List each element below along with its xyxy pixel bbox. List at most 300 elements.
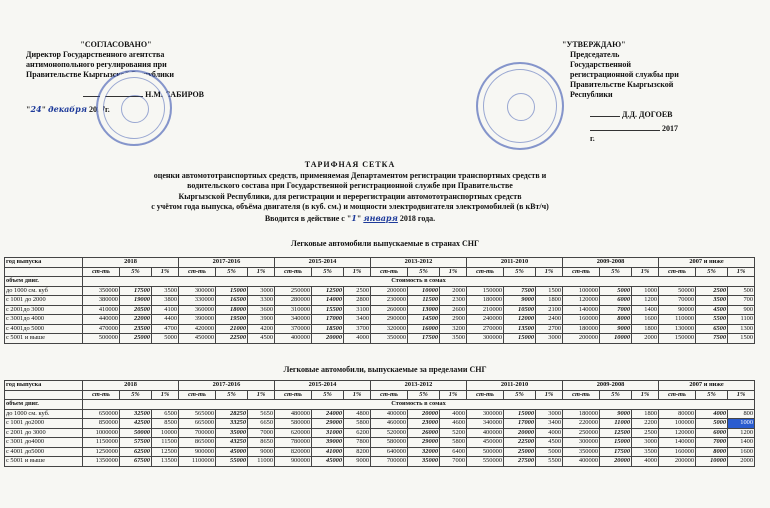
table-cell: 900000 (275, 457, 312, 467)
table-cell: 19000 (120, 296, 152, 306)
table-cell: 2000 (632, 334, 659, 344)
header-year-cell: 2009-2008 (563, 381, 659, 391)
subheader-cell: 1% (536, 267, 563, 277)
table-cell: 7000 (248, 428, 275, 438)
table-cell: 1000000 (83, 428, 120, 438)
document-title: ТАРИФНАЯ СЕТКА (304, 160, 396, 169)
table-cell: 640000 (371, 447, 408, 457)
subheader-cell: 1% (536, 390, 563, 400)
table-cell: 120000 (659, 428, 696, 438)
table-cell: 22000 (120, 315, 152, 325)
table-cell: 6500 (152, 409, 179, 419)
table-cell: 350000 (563, 447, 600, 457)
table-cell: 1100000 (179, 457, 216, 467)
table-cell: 400000 (371, 409, 408, 419)
table-cell: 20000 (408, 409, 440, 419)
table-cell: 380000 (83, 296, 120, 306)
approval-line: Директор Государственного агентства (26, 50, 165, 59)
table-cell: 5200 (440, 428, 467, 438)
table-cell: 300000 (467, 409, 504, 419)
engine-volume-label: объем двиг. (5, 277, 83, 287)
subheader-cell: ст-ть (275, 267, 312, 277)
table-cell: 5000 (152, 334, 179, 344)
table-cell: 340000 (467, 419, 504, 429)
table-cell: 15000 (504, 334, 536, 344)
table-cell: 80000 (659, 409, 696, 419)
table-cell: 2500 (696, 286, 728, 296)
table-cell: 13500 (152, 457, 179, 467)
table-cell: 8200 (344, 447, 371, 457)
table-cell: 250000 (275, 286, 312, 296)
subheader-cell: 5% (216, 267, 248, 277)
table-cell: 240000 (467, 315, 504, 325)
table-cell: 6000 (696, 428, 728, 438)
table-cell: 7500 (696, 334, 728, 344)
table-cell: 25000 (504, 447, 536, 457)
table-cell: 450000 (179, 334, 216, 344)
table-cell: 17500 (408, 334, 440, 344)
table-cell: 550000 (467, 457, 504, 467)
table-cell: 650000 (83, 409, 120, 419)
table-cell: 15000 (504, 409, 536, 419)
table-cell: 8000 (600, 315, 632, 325)
table-cell: 18500 (312, 324, 344, 334)
table-cell: 39000 (312, 438, 344, 448)
table-row (5, 315, 755, 325)
title-line: с учётом года выпуска, объёма двигателя (в куб. см.) и мощности электродвигателя электромобилей (в кВт/ч) (151, 202, 549, 211)
subheader-cell: 1% (152, 390, 179, 400)
table-cell: 14500 (408, 315, 440, 325)
table-cell: 400000 (467, 428, 504, 438)
table-cell: 470000 (83, 324, 120, 334)
table-cell: 350000 (83, 286, 120, 296)
subheader-cell: 5% (504, 267, 536, 277)
table-cell: 100000 (659, 419, 696, 429)
table-cell: 1200 (632, 296, 659, 306)
table-cell: 4600 (440, 419, 467, 429)
table-cell: 43250 (216, 438, 248, 448)
table-cell: 45000 (312, 457, 344, 467)
table-cell: 35000 (408, 457, 440, 467)
table-cell: 9000 (600, 409, 632, 419)
table-cell: 62500 (120, 447, 152, 457)
table-cell: 580000 (371, 438, 408, 448)
table-row (5, 324, 755, 334)
subheader-cell: ст-ть (563, 267, 600, 277)
table-cell: 3000 (632, 438, 659, 448)
table-cell: 1300 (728, 324, 755, 334)
table-cell: 3700 (344, 324, 371, 334)
table-cell: 390000 (179, 315, 216, 325)
approval-line: регистрационной службы при (570, 70, 679, 79)
table-cell: 29000 (408, 438, 440, 448)
table-cell: 1350000 (83, 457, 120, 467)
table-unit-row (5, 277, 755, 287)
table-cell: 230000 (371, 296, 408, 306)
row-label: до 1000 см. куб. (5, 409, 83, 419)
subheader-cell: 5% (696, 390, 728, 400)
table-cell: 1600 (728, 447, 755, 457)
table-cell: 320000 (371, 324, 408, 334)
table-cell: 4000 (632, 457, 659, 467)
table-cell: 4000 (440, 409, 467, 419)
table-cell: 3300 (248, 296, 275, 306)
subheader-cell: ст-ть (659, 267, 696, 277)
table-cell: 17000 (504, 419, 536, 429)
cost-caption: Стоимость в сомах (83, 400, 755, 410)
table-cell: 10000 (696, 457, 728, 467)
cost-caption: Стоимость в сомах (83, 277, 755, 287)
table-cell: 9000 (600, 324, 632, 334)
table-cell: 565000 (179, 409, 216, 419)
table-cell: 865000 (179, 438, 216, 448)
table-cell: 340000 (275, 315, 312, 325)
table-cell: 150000 (467, 286, 504, 296)
table-cell: 150000 (659, 334, 696, 344)
table-cell: 1500 (536, 286, 563, 296)
table-cell: 110000 (659, 315, 696, 325)
table-cell: 4000 (344, 334, 371, 344)
table-cell: 1400 (632, 305, 659, 315)
table-cell: 4000 (696, 409, 728, 419)
table-cell: 280000 (275, 296, 312, 306)
table-cell: 57500 (120, 438, 152, 448)
table-cell: 3000 (536, 409, 563, 419)
table-cell: 700000 (371, 457, 408, 467)
table-cell: 440000 (83, 315, 120, 325)
table-cell: 8500 (152, 419, 179, 429)
table-cell: 200000 (563, 334, 600, 344)
signature-line (590, 116, 620, 117)
subheader-cell: ст-ть (275, 390, 312, 400)
table-cell: 2500 (344, 286, 371, 296)
subheader-cell: ст-ть (83, 267, 120, 277)
table-cell: 16000 (408, 324, 440, 334)
table-cell: 15000 (216, 286, 248, 296)
table-unit-row (5, 400, 755, 410)
table-cell: 400000 (563, 457, 600, 467)
table-cell: 210000 (467, 305, 504, 315)
table-cell: 32000 (408, 447, 440, 457)
table-cell: 500 (728, 286, 755, 296)
table-cell: 5000 (536, 447, 563, 457)
subheader-cell: ст-ть (371, 390, 408, 400)
table-row (5, 438, 755, 448)
table-cell: 67500 (120, 457, 152, 467)
approval-line: Председатель Государственной (570, 50, 632, 69)
table-cell: 23500 (120, 324, 152, 334)
tariff-table-non-cis (4, 380, 755, 467)
table-row (5, 447, 755, 457)
table-cell: 1800 (632, 324, 659, 334)
row-label: до 1000 см. куб (5, 286, 83, 296)
table-cell: 780000 (275, 438, 312, 448)
effective-month: января (363, 212, 398, 223)
table-cell: 3400 (344, 315, 371, 325)
date-line (590, 130, 660, 131)
table-cell: 2400 (536, 315, 563, 325)
subheader-cell: ст-ть (467, 267, 504, 277)
table-cell: 620000 (275, 428, 312, 438)
table-cell: 7800 (344, 438, 371, 448)
header-year-cell: 2018 (83, 258, 179, 268)
table-cell: 3000 (536, 334, 563, 344)
table-cell: 42500 (120, 419, 152, 429)
table-cell: 6500 (696, 324, 728, 334)
table-cell: 31000 (312, 428, 344, 438)
table-cell: 35000 (216, 428, 248, 438)
table-cell: 15500 (312, 305, 344, 315)
subheader-cell: ст-ть (179, 390, 216, 400)
table-cell: 9000 (344, 457, 371, 467)
table-cell: 260000 (371, 305, 408, 315)
subheader-cell: 1% (728, 267, 755, 277)
header-year-label: год выпуска (5, 258, 83, 268)
table-cell: 4800 (344, 409, 371, 419)
subheader-cell: 5% (504, 390, 536, 400)
subheader-cell: 1% (344, 267, 371, 277)
table-cell: 120000 (563, 296, 600, 306)
row-label: с 2001до 3000 (5, 305, 83, 315)
table-cell: 1200 (728, 428, 755, 438)
table-cell: 250000 (563, 428, 600, 438)
table-cell: 3500 (696, 296, 728, 306)
table-cell: 800 (728, 409, 755, 419)
table-cell: 5000 (600, 286, 632, 296)
table-cell: 1500 (728, 334, 755, 344)
table-cell: 1100 (728, 315, 755, 325)
approval-date-month: декабря (48, 104, 88, 114)
table-subheader-row (5, 267, 755, 277)
table-cell: 3800 (152, 296, 179, 306)
table-cell: 55000 (216, 457, 248, 467)
row-label: с 1001 до 2000 (5, 296, 83, 306)
subheader-cell: ст-ть (563, 390, 600, 400)
header-year-cell: 2013-2012 (371, 381, 467, 391)
table-cell: 310000 (275, 305, 312, 315)
header-year-cell: 2017-2016 (179, 381, 275, 391)
table-cell: 900 (728, 305, 755, 315)
subheader-cell: 5% (600, 267, 632, 277)
table-cell: 1600 (632, 315, 659, 325)
table-cell: 20000 (504, 428, 536, 438)
table-cell: 2300 (440, 296, 467, 306)
table-cell: 520000 (371, 428, 408, 438)
table-cell: 3600 (248, 305, 275, 315)
table-cell: 480000 (275, 409, 312, 419)
table-cell: 3500 (440, 334, 467, 344)
title-line: оценки автомототранспортных средств, применяемая Департаментом регистрации транспортных средств и (153, 170, 547, 180)
table-cell: 370000 (275, 324, 312, 334)
table-cell: 2900 (440, 315, 467, 325)
tariff-table-cis (4, 257, 755, 344)
table-cell: 4100 (152, 305, 179, 315)
approval-line: Правительстве Кыргызской Республики (570, 80, 674, 99)
table-cell: 330000 (179, 296, 216, 306)
table-cell: 7000 (440, 457, 467, 467)
table-cell: 580000 (275, 419, 312, 429)
table-cell: 180000 (563, 409, 600, 419)
table-cell: 160000 (563, 315, 600, 325)
table-cell: 13000 (408, 305, 440, 315)
approval-line: антимонопольного регулирования при (26, 60, 167, 69)
row-label: с 3001до 4000 (5, 315, 83, 325)
document-title-block (70, 160, 630, 224)
table-cell: 22500 (216, 334, 248, 344)
table-cell: 4000 (536, 428, 563, 438)
section-title-cis: Легковые автомобили выпускаемые в странах СНГ (290, 239, 480, 248)
table-cell: 8000 (696, 447, 728, 457)
table-cell: 4500 (696, 305, 728, 315)
table-cell: 900000 (179, 447, 216, 457)
table-cell: 7000 (600, 305, 632, 315)
table-cell: 6650 (248, 419, 275, 429)
table-cell: 29000 (312, 419, 344, 429)
subheader-cell: 5% (120, 267, 152, 277)
approval-date-year: 2017 г. (590, 124, 678, 143)
table-cell: 70000 (659, 296, 696, 306)
header-year-cell: 2011-2010 (467, 381, 563, 391)
table-cell: 4200 (248, 324, 275, 334)
table-cell: 2000 (440, 286, 467, 296)
table-cell: 700 (728, 296, 755, 306)
table-cell: 290000 (371, 315, 408, 325)
subheader-cell: ст-ть (467, 390, 504, 400)
header-year-cell: 2015-2014 (275, 258, 371, 268)
table-cell: 6400 (440, 447, 467, 457)
subheader-cell: ст-ть (371, 267, 408, 277)
table-cell: 850000 (83, 419, 120, 429)
table-cell: 1800 (632, 409, 659, 419)
table-cell: 3500 (152, 286, 179, 296)
table-cell: 11000 (600, 419, 632, 429)
table-row (5, 419, 755, 429)
table-cell: 180000 (563, 324, 600, 334)
subheader-cell: 5% (312, 267, 344, 277)
table-cell: 50000 (659, 286, 696, 296)
table-cell: 2200 (632, 419, 659, 429)
table-cell: 11500 (152, 438, 179, 448)
table-cell: 1000 (632, 286, 659, 296)
header-year-cell: 2013-2012 (371, 258, 467, 268)
table-cell: 2100 (536, 305, 563, 315)
table-cell: 20500 (120, 305, 152, 315)
effective-date-line: Вводится в действие с "1" января 2018 года. (264, 212, 436, 223)
table-cell: 2600 (440, 305, 467, 315)
table-cell: 3200 (440, 324, 467, 334)
approval-block-agreed: "СОГЛАСОВАНО" Директор Государственного агентства антимонопольного регулирования при Правительстве Кыргызской Республики Н.М. САБИРОВ "24" декабря 2017г. (26, 40, 204, 114)
subheader-cell: 1% (248, 267, 275, 277)
table-cell: 23000 (408, 419, 440, 429)
row-label: с 4001 до5000 (5, 447, 83, 457)
table-cell: 180000 (467, 296, 504, 306)
table-cell: 820000 (275, 447, 312, 457)
official-seal-stamp (476, 62, 564, 150)
table-cell: 350000 (371, 334, 408, 344)
table-cell: 5800 (344, 419, 371, 429)
table-cell: 13500 (504, 324, 536, 334)
subheader-cell: 1% (152, 267, 179, 277)
subheader-empty-cell (5, 267, 83, 277)
table-header-row (5, 258, 755, 268)
table-cell: 16500 (216, 296, 248, 306)
table-cell: 11000 (248, 457, 275, 467)
table-cell: 3000 (248, 286, 275, 296)
official-seal-stamp (96, 70, 172, 146)
table-cell: 300000 (563, 438, 600, 448)
table-cell: 3500 (632, 447, 659, 457)
table-row (5, 286, 755, 296)
effective-day: 1 (351, 212, 357, 223)
table-cell: 4700 (152, 324, 179, 334)
subheader-cell: 1% (632, 267, 659, 277)
table-cell: 32500 (120, 409, 152, 419)
table-cell: 450000 (467, 438, 504, 448)
engine-volume-label: объем двиг. (5, 400, 83, 410)
table-cell: 5500 (696, 315, 728, 325)
table-cell: 1800 (536, 296, 563, 306)
table-cell: 4400 (152, 315, 179, 325)
table-cell: 17500 (600, 447, 632, 457)
approval-date-year: 2017г. (89, 105, 110, 114)
subheader-cell: 1% (440, 390, 467, 400)
table-cell: 6000 (600, 296, 632, 306)
table-cell: 130000 (659, 324, 696, 334)
header-year-cell: 2007 и ниже (659, 381, 755, 391)
table-cell: 300000 (467, 334, 504, 344)
table-cell: 4500 (536, 438, 563, 448)
header-year-cell: 2007 и ниже (659, 258, 755, 268)
table-cell: 2000 (728, 457, 755, 467)
table-cell: 14000 (312, 296, 344, 306)
table-cell: 1400 (728, 438, 755, 448)
table-cell: 45000 (216, 447, 248, 457)
table-cell: 420000 (179, 324, 216, 334)
table-cell: 26000 (408, 428, 440, 438)
approval-heading: "УТВЕРЖДАЮ" (562, 40, 626, 49)
table-cell: 200000 (659, 457, 696, 467)
table-row (5, 409, 755, 419)
table-cell: 12500 (152, 447, 179, 457)
table-cell: 25000 (120, 334, 152, 344)
table-subheader-row (5, 390, 755, 400)
title-line: Кыргызской Республики, для регистрации и перерегистрации автомототранспортных средств (178, 191, 522, 201)
table-cell: 11500 (408, 296, 440, 306)
section-title-non-cis: Легковые автомобили, выпускаемые за пределами СНГ (283, 365, 487, 374)
table-header-row (5, 381, 755, 391)
signer-name: Д.Д. ДОГОЕВ (622, 110, 673, 119)
table-cell: 28250 (216, 409, 248, 419)
subheader-cell: 1% (440, 267, 467, 277)
header-year-cell: 2017-2016 (179, 258, 275, 268)
subheader-cell: 1% (632, 390, 659, 400)
table-cell: 17500 (120, 286, 152, 296)
table-cell: 21000 (216, 324, 248, 334)
table-cell: 1000 (728, 419, 755, 429)
table-cell: 270000 (467, 324, 504, 334)
table-cell: 2700 (536, 324, 563, 334)
table-cell: 9000 (504, 296, 536, 306)
subheader-cell: 5% (120, 390, 152, 400)
table-cell: 4500 (248, 334, 275, 344)
table-cell: 160000 (659, 447, 696, 457)
table-cell: 220000 (563, 419, 600, 429)
subheader-cell: 5% (408, 267, 440, 277)
table-cell: 2800 (344, 296, 371, 306)
table-cell: 5800 (440, 438, 467, 448)
signer-name: Н.М. САБИРОВ (145, 90, 204, 99)
table-cell: 10000 (600, 334, 632, 344)
